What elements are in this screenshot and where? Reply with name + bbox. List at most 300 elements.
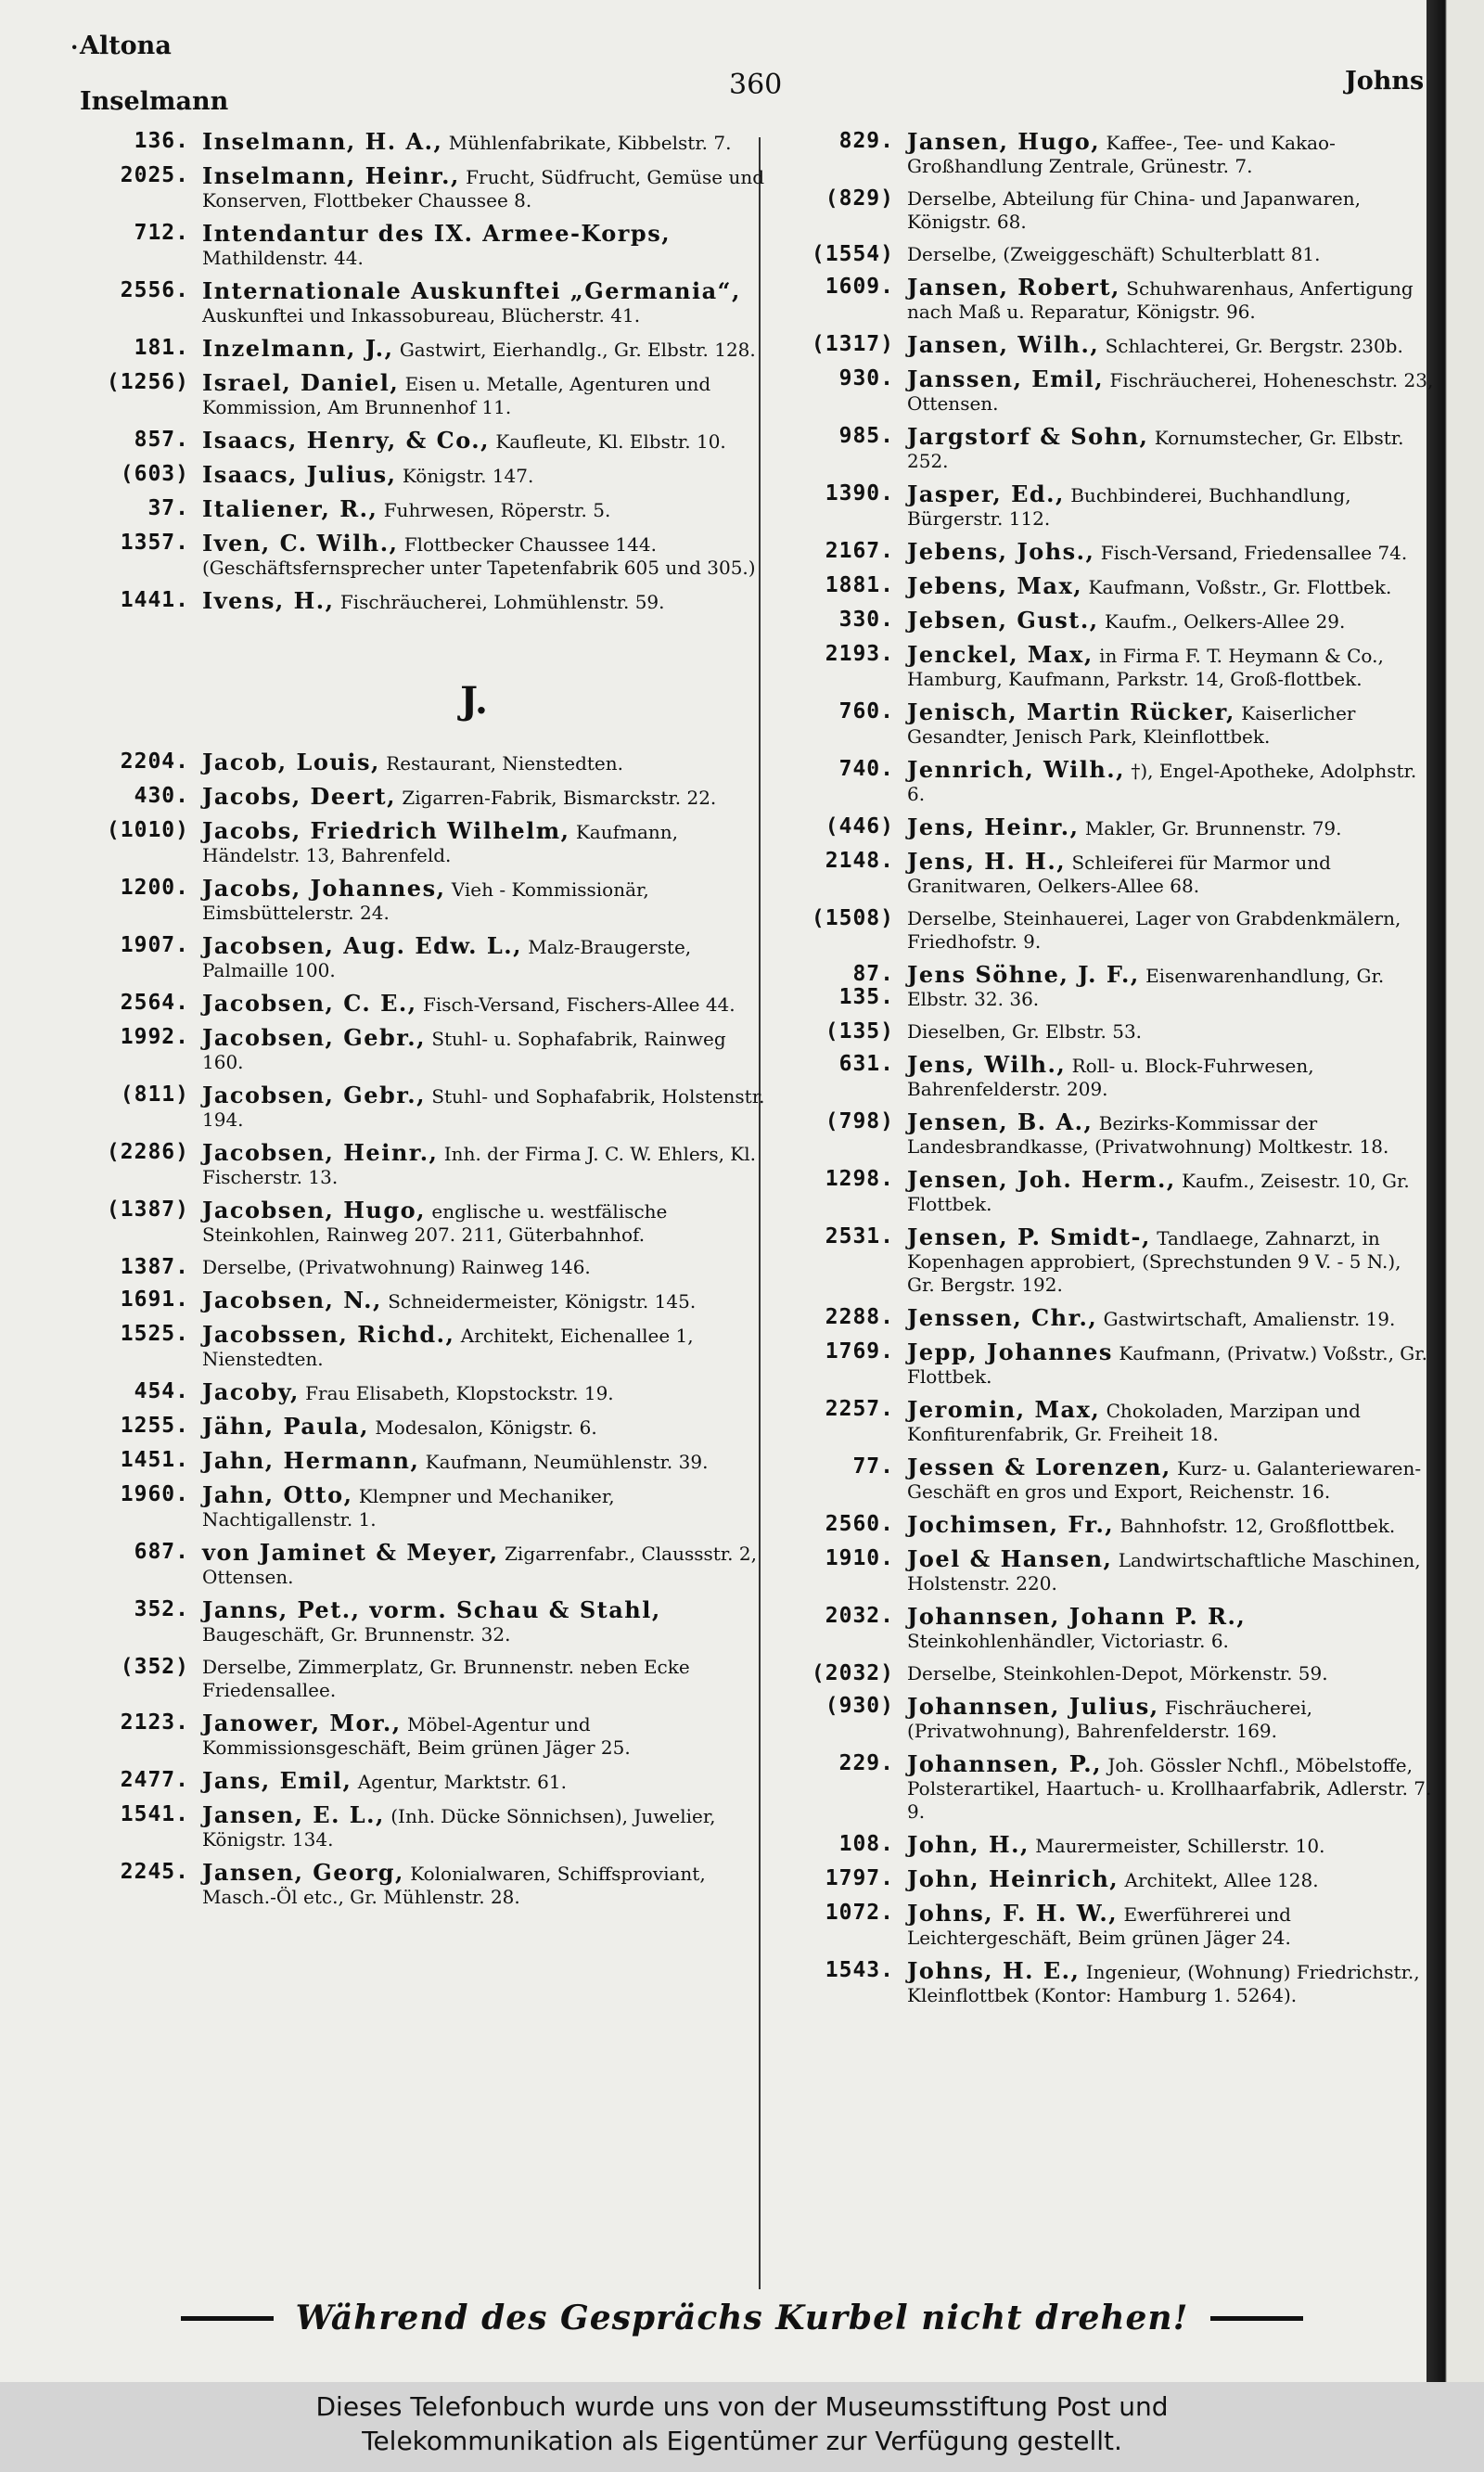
phone-number: (603) [120, 462, 189, 486]
entry-body [907, 1455, 1434, 1504]
phone-number: 37. [147, 496, 189, 520]
subscriber-details: Vieh - Kommissionär, Eimsbüttelerstr. 24. [202, 878, 649, 924]
subscriber-details: Fischräucherei, Lohmühlenstr. 59. [339, 591, 665, 613]
directory-entry [80, 785, 766, 810]
directory-entry [785, 130, 1434, 178]
subscriber-details: Fischräucherei, (Privatwohnung), Bahrenfelderstr. 169. [907, 1697, 1312, 1742]
subscriber-details: Kaufmann, (Privatw.) Voßstr., Gr. Flottbek. [907, 1342, 1428, 1388]
directory-entry [785, 367, 1434, 416]
subscriber-details: Mathildenstr. 44. [202, 247, 364, 269]
subscriber-name: Jansen, Wilh., [907, 331, 1100, 358]
phone-number: 2245. [120, 1860, 189, 1884]
phone-number: 108. [838, 1832, 894, 1856]
entry-body [202, 877, 766, 925]
entry-body [907, 275, 1434, 324]
directory-entry [80, 1083, 766, 1132]
subscriber-name: Janower, Mor., [202, 1710, 402, 1736]
directory-entry [80, 1483, 766, 1531]
phone-number: (829) [825, 186, 894, 211]
subscriber-details: Kaufmann, Voßstr., Gr. Flottbek. [1088, 576, 1392, 598]
directory-entry [80, 337, 766, 362]
subscriber-details: Kaufm., Oelkers-Allee 29. [1104, 610, 1346, 633]
subscriber-details: †), Engel-Apotheke, Adolphstr. 6. [907, 760, 1417, 805]
footer-rule-left [181, 2316, 274, 2321]
entry-body [907, 1605, 1434, 1653]
subscriber-details: Kaufleute, Kl. Elbstr. 10. [495, 430, 726, 453]
directory-entry [785, 850, 1434, 898]
right-column [785, 130, 1434, 2017]
phone-number: 2204. [120, 749, 189, 774]
entry-body [907, 907, 1434, 954]
phone-number: 2167. [825, 539, 894, 563]
subscriber-details: Frau Elisabeth, Klopstockstr. 19. [305, 1382, 614, 1404]
header-place: Altona [80, 32, 172, 60]
entry-body [202, 371, 766, 419]
phone-number: 1797. [825, 1866, 894, 1890]
directory-entry [785, 643, 1434, 691]
subscriber-details: Baugeschäft, Gr. Brunnenstr. 32. [202, 1623, 511, 1646]
directory-entry [80, 992, 766, 1017]
subscriber-name: Jeromin, Max, [907, 1396, 1101, 1423]
directory-entry [785, 333, 1434, 358]
subscriber-details: Joh. Gössler Nchfl., Möbelstoffe, Polsterartikel, Haartuch- u. Krollhaarfabrik, Adlerstr. 7. 9. [907, 1754, 1432, 1823]
phone-number: 1691. [120, 1287, 189, 1312]
entry-body [202, 1323, 766, 1371]
subscriber-details: Klempner und Mechaniker, Nachtigallenstr. 1. [202, 1485, 615, 1531]
entry-body [907, 333, 1434, 358]
entry-body [202, 532, 766, 580]
subscriber-details: Kornumstecher, Gr. Elbstr. 252. [907, 427, 1404, 472]
entry-body [907, 1340, 1434, 1389]
subscriber-name: Israel, Daniel, [202, 369, 400, 396]
phone-number: 181. [134, 336, 189, 360]
phone-number: 1910. [825, 1546, 894, 1570]
subscriber-details: Kurz- u. Galanteriewaren-Geschäft en gros und Export, Reichenstr. 16. [907, 1457, 1422, 1503]
directory-entry [80, 1380, 766, 1405]
phone-number: 2560. [825, 1512, 894, 1536]
subscriber-name: Jochimsen, Fr., [907, 1511, 1115, 1538]
phone-number: 985. [838, 424, 894, 448]
header-left [70, 32, 229, 143]
entry-body [202, 1026, 766, 1074]
phone-number: (811) [120, 1082, 189, 1107]
subscriber-name: Jebens, Max, [907, 572, 1083, 599]
directory-entry [80, 877, 766, 925]
subscriber-details: Eisen u. Metalle, Agenturen und Kommission, Am Brunnenhof 11. [202, 373, 711, 418]
subscriber-name: Johannsen, P., [907, 1750, 1102, 1777]
directory-entry [80, 1711, 766, 1760]
phone-number: (352) [120, 1655, 189, 1679]
subscriber-name: Jansen, Hugo, [907, 128, 1101, 155]
subscriber-name: John, H., [907, 1831, 1030, 1858]
entry-body [202, 279, 766, 327]
entry-body [202, 1769, 766, 1794]
subscriber-name: Joel & Hansen, [907, 1545, 1113, 1572]
subscriber-name: Jacobsen, N., [202, 1287, 382, 1313]
entry-body [202, 1711, 766, 1760]
entry-body [202, 819, 766, 867]
phone-number: 454. [134, 1379, 189, 1403]
directory-entry [785, 1605, 1434, 1653]
phone-number: (798) [825, 1109, 894, 1134]
directory-entry [785, 1833, 1434, 1858]
directory-entry [80, 1323, 766, 1371]
footer-rule-right [1210, 2316, 1303, 2321]
directory-entry [785, 700, 1434, 749]
entry-body [202, 1415, 766, 1440]
subscriber-name: Jasper, Ed., [907, 480, 1065, 507]
subscriber-name: von Jaminet & Meyer, [202, 1539, 499, 1566]
subscriber-details: Schuhwarenhaus, Anfertigung nach Maß u. Reparatur, Königstr. 96. [907, 277, 1414, 323]
directory-entry [785, 1959, 1434, 2007]
bullet-icon: · [70, 33, 79, 60]
phone-number: 930. [838, 366, 894, 391]
subscriber-name: Jepp, Johannes [907, 1338, 1113, 1365]
subscriber-name: Janns, Pet., vorm. Schau & Stahl, [202, 1596, 661, 1623]
subscriber-details: Dieselben, Gr. Elbstr. 53. [907, 1020, 1143, 1043]
entry-body [907, 1752, 1434, 1824]
entry-body [907, 1902, 1434, 1950]
phone-number: (930) [825, 1694, 894, 1718]
entry-body [202, 589, 766, 614]
subscriber-name: Inselmann, Heinr., [202, 162, 460, 189]
directory-entry [80, 1541, 766, 1589]
directory-entry [80, 222, 766, 270]
subscriber-details: Kaufmann, Händelstr. 13, Bahrenfeld. [202, 821, 679, 866]
subscriber-details: (Inh. Dücke Sönnichsen), Juwelier, Königstr. 134. [202, 1805, 716, 1851]
directory-entry [785, 608, 1434, 634]
subscriber-name: Jessen & Lorenzen, [907, 1454, 1171, 1480]
phone-number: 1992. [120, 1025, 189, 1049]
directory-entry [785, 1662, 1434, 1685]
directory-entry [785, 963, 1434, 1011]
phone-number: 1387. [120, 1255, 189, 1279]
entry-body [202, 1198, 766, 1247]
subscriber-name: Janssen, Emil, [907, 365, 1105, 392]
entry-body [907, 367, 1434, 416]
subscriber-details: Architekt, Eichenallee 1, Nienstedten. [202, 1325, 694, 1370]
directory-entry [80, 463, 766, 488]
subscriber-name: Intendantur des IX. Armee-Korps, [202, 220, 672, 247]
subscriber-details: Flottbecker Chaussee 144. (Geschäftsfernsprecher unter Tapetenfabrik 605 und 305.) [202, 533, 756, 579]
subscriber-name: Jens, Wilh., [907, 1051, 1067, 1078]
footer-notice [0, 2299, 1484, 2338]
entry-body [202, 1141, 766, 1189]
entry-body [202, 1598, 766, 1646]
subscriber-details: Kaufm., Zeisestr. 10, Gr. Flottbek. [907, 1170, 1410, 1215]
subscriber-name: Jacobsen, Gebr., [202, 1082, 426, 1108]
subscriber-details: englische u. westfälische Steinkohlen, Rainweg 207. 211, Güterbahnhof. [202, 1200, 668, 1246]
subscriber-name: Jähn, Paula, [202, 1413, 369, 1440]
entry-body [907, 425, 1434, 473]
phone-number: 1609. [825, 275, 894, 299]
phone-number: 1390. [825, 481, 894, 506]
phone-number: (2286) [106, 1140, 189, 1164]
directory-entry [80, 164, 766, 212]
subscriber-details: Zigarren-Fabrik, Bismarckstr. 22. [402, 787, 717, 809]
phone-number: 1298. [825, 1167, 894, 1191]
entry-body [202, 1083, 766, 1132]
phone-number: (1387) [106, 1198, 189, 1222]
subscriber-name: Jansen, Robert, [907, 274, 1120, 301]
subscriber-details: Frucht, Südfrucht, Gemüse und Konserven, Flottbeker Chaussee 8. [202, 166, 765, 211]
entry-body [202, 992, 766, 1017]
subscriber-name: Jensen, P. Smidt-, [907, 1223, 1151, 1250]
directory-entry [80, 1861, 766, 1909]
subscriber-name: Jenckel, Max, [907, 641, 1094, 668]
phone-number: 760. [838, 699, 894, 724]
directory-entry [80, 1598, 766, 1646]
subscriber-name: Jacob, Louis, [202, 749, 380, 775]
entry-body [202, 1541, 766, 1589]
subscriber-details: Königstr. 147. [402, 465, 534, 487]
directory-entry [785, 1455, 1434, 1504]
subscriber-details: Gastwirt, Eierhandlg., Gr. Elbstr. 128. [399, 339, 756, 361]
credit-banner [0, 2382, 1484, 2472]
subscriber-details: Derselbe, Steinkohlen-Depot, Mörkenstr. 59. [907, 1662, 1328, 1684]
subscriber-details: Zigarrenfabr., Claussstr. 2, Ottensen. [202, 1543, 757, 1588]
entry-body [907, 1833, 1434, 1858]
entry-body [907, 187, 1434, 234]
phone-number: (1554) [811, 242, 894, 266]
entry-body [907, 850, 1434, 898]
phone-number: 87. 135. [838, 962, 894, 1009]
entry-body [907, 1959, 1434, 2007]
subscriber-name: Johns, F. H. W., [907, 1900, 1119, 1927]
subscriber-details: Restaurant, Nienstedten. [386, 752, 623, 775]
directory-entry [80, 130, 766, 155]
subscriber-name: Jargstorf & Sohn, [907, 423, 1149, 450]
entry-body [202, 497, 766, 522]
directory-entry [80, 1803, 766, 1851]
subscriber-name: Iven, C. Wilh., [202, 530, 399, 557]
entry-body [202, 130, 766, 155]
entry-body [907, 540, 1434, 565]
subscriber-name: Jansen, E. L., [202, 1801, 385, 1828]
entry-body [907, 1695, 1434, 1743]
subscriber-name: Johns, H. E., [907, 1957, 1081, 1984]
directory-entry [80, 1256, 766, 1279]
entry-body [907, 574, 1434, 599]
subscriber-name: Jennrich, Wilh., [907, 756, 1125, 783]
entry-body [907, 482, 1434, 531]
subscriber-details: Malz-Braugerste, Palmaille 100. [202, 936, 692, 981]
phone-number: 687. [134, 1540, 189, 1564]
subscriber-details: Bezirks-Kommissar der Landesbrandkasse, (Privatwohnung) Moltkestr. 18. [907, 1112, 1389, 1158]
phone-number: (1508) [811, 906, 894, 930]
subscriber-details: Bahnhofstr. 12, Großflottbek. [1119, 1515, 1396, 1537]
entry-body [907, 1867, 1434, 1892]
phone-number: 2257. [825, 1397, 894, 1421]
phone-number: 1907. [120, 933, 189, 957]
phone-number: 2288. [825, 1305, 894, 1329]
entry-body [202, 1380, 766, 1405]
entry-body [907, 1513, 1434, 1538]
subscriber-name: Jebens, Johs., [907, 538, 1095, 565]
directory-entry [785, 1225, 1434, 1297]
phone-number: (1256) [106, 370, 189, 394]
directory-entry [785, 1398, 1434, 1446]
subscriber-details: Agentur, Marktstr. 61. [357, 1771, 567, 1793]
subscriber-name: Ivens, H., [202, 587, 335, 614]
subscriber-name: Jacobs, Johannes, [202, 875, 446, 902]
subscriber-details: Kolonialwaren, Schiffsproviant, Masch.-Öl etc., Gr. Mühlenstr. 28. [202, 1863, 706, 1908]
subscriber-details: Fischräucherei, Hoheneschstr. 23, Ottensen. [907, 369, 1434, 415]
subscriber-details: Derselbe, (Zweiggeschäft) Schulterblatt 81. [907, 243, 1321, 265]
directory-entry [80, 1141, 766, 1189]
subscriber-name: Jahn, Hermann, [202, 1447, 420, 1474]
page-number: 360 [729, 69, 783, 101]
subscriber-name: Jensen, Joh. Herm., [907, 1166, 1176, 1193]
subscriber-details: Ewerführerei und Leichtergeschäft, Beim grünen Jäger 24. [907, 1903, 1291, 1949]
subscriber-details: Maurermeister, Schillerstr. 10. [1035, 1835, 1325, 1857]
directory-entry [785, 1020, 1434, 1044]
phone-number: 1960. [120, 1482, 189, 1506]
directory-entry [785, 907, 1434, 954]
phone-number: 1072. [825, 1901, 894, 1925]
directory-entry [785, 1752, 1434, 1824]
subscriber-name: Jenssen, Chr., [907, 1304, 1098, 1331]
entry-body [202, 1256, 766, 1279]
phone-number: 2025. [120, 163, 189, 187]
phone-number: 2148. [825, 849, 894, 873]
phone-number: 1541. [120, 1802, 189, 1826]
entry-body [907, 1225, 1434, 1297]
subscriber-name: Inzelmann, J., [202, 335, 394, 362]
directory-entry [785, 1053, 1434, 1101]
phone-number: 1769. [825, 1339, 894, 1364]
entry-body [202, 164, 766, 212]
phone-number: 2193. [825, 642, 894, 666]
page-binding-edge [1426, 0, 1484, 2382]
entry-body [202, 1288, 766, 1313]
directory-entry [80, 1769, 766, 1794]
credit-line-2: Telekommunikation als Eigentümer zur Verfügung gestellt. [362, 2426, 1122, 2456]
entry-body [907, 758, 1434, 806]
subscriber-name: Jebsen, Gust., [907, 607, 1099, 634]
subscriber-details: Derselbe, Abteilung für China- und Japanwaren, Königstr. 68. [907, 187, 1361, 233]
phone-number: (1317) [811, 332, 894, 356]
entry-body [907, 815, 1434, 840]
subscriber-details: Makler, Gr. Brunnenstr. 79. [1084, 817, 1342, 839]
subscriber-name: Jenisch, Martin Rücker, [907, 698, 1235, 725]
subscriber-details: Stuhl- u. Sophafabrik, Rainweg 160. [202, 1028, 726, 1073]
directory-entry [785, 243, 1434, 266]
entry-body [907, 608, 1434, 634]
phone-number: 712. [134, 221, 189, 245]
entry-body [202, 429, 766, 454]
subscriber-details: Gastwirtschaft, Amalienstr. 19. [1103, 1308, 1396, 1330]
subscriber-name: Jens Söhne, J. F., [907, 961, 1140, 988]
directory-entry [80, 1288, 766, 1313]
phone-number: 330. [838, 608, 894, 632]
subscriber-details: Inh. der Firma J. C. W. Ehlers, Kl. Fischerstr. 13. [202, 1143, 757, 1188]
phone-number: 2477. [120, 1768, 189, 1792]
entry-body [202, 1483, 766, 1531]
entry-body [907, 243, 1434, 266]
subscriber-details: Kaufmann, Neumühlenstr. 39. [425, 1451, 709, 1473]
phone-number: 77. [852, 1454, 894, 1479]
left-column [80, 130, 766, 1918]
directory-entry [785, 1513, 1434, 1538]
entry-body [202, 785, 766, 810]
subscriber-name: Jacobssen, Richd., [202, 1321, 455, 1348]
subscriber-name: Jacobsen, Gebr., [202, 1024, 426, 1051]
subscriber-name: Jacobsen, Hugo, [202, 1197, 427, 1223]
entry-body [202, 1656, 766, 1702]
phone-number: (2032) [811, 1661, 894, 1685]
directory-entry [785, 275, 1434, 324]
phone-number: 2123. [120, 1710, 189, 1735]
entry-body [907, 643, 1434, 691]
subscriber-details: Steinkohlenhändler, Victoriastr. 6. [907, 1630, 1229, 1652]
subscriber-name: Isaacs, Julius, [202, 461, 397, 488]
phone-number: 1357. [120, 531, 189, 555]
subscriber-details: Schneidermeister, Königstr. 145. [388, 1290, 697, 1313]
entry-list-j [80, 750, 766, 1909]
directory-entry [80, 371, 766, 419]
subscriber-name: Jens, H. H., [907, 848, 1067, 875]
subscriber-details: Architekt, Allee 128. [1124, 1869, 1319, 1891]
phone-number: 1255. [120, 1414, 189, 1438]
subscriber-name: Jens, Heinr., [907, 813, 1080, 840]
entry-body [202, 1803, 766, 1851]
entry-body [907, 1547, 1434, 1595]
phone-number: 1451. [120, 1448, 189, 1472]
subscriber-name: Jensen, B. A., [907, 1108, 1094, 1135]
directory-entry [80, 819, 766, 867]
subscriber-details: Mühlenfabrikate, Kibbelstr. 7. [448, 132, 732, 154]
directory-entry [80, 1449, 766, 1474]
directory-entry [80, 1415, 766, 1440]
directory-entry [785, 540, 1434, 565]
subscriber-name: John, Heinrich, [907, 1865, 1119, 1892]
subscriber-name: Jacobs, Friedrich Wilhelm, [202, 817, 570, 844]
phone-number: 2531. [825, 1224, 894, 1249]
entry-body [202, 1449, 766, 1474]
directory-entry [785, 574, 1434, 599]
subscriber-details: Eisenwarenhandlung, Gr. Elbstr. 32. 36. [907, 965, 1385, 1010]
header-right-keyword: Johns [1345, 67, 1425, 96]
section-letter: J. [460, 679, 488, 723]
directory-entry [785, 425, 1434, 473]
subscriber-details: Kaffee-, Tee- und Kakao-Großhandlung Zentrale, Grünestr. 7. [907, 132, 1336, 177]
phone-number: 2032. [825, 1604, 894, 1628]
entry-body [907, 1110, 1434, 1159]
subscriber-details: Roll- u. Block-Fuhrwesen, Bahrenfelderstr. 209. [907, 1055, 1314, 1100]
subscriber-details: Stuhl- und Sophafabrik, Holstenstr. 194. [202, 1085, 765, 1131]
subscriber-details: Buchbinderei, Buchhandlung, Bürgerstr. 112. [907, 484, 1351, 530]
directory-entry [80, 497, 766, 522]
entry-body [907, 1662, 1434, 1685]
subscriber-details: Derselbe, Steinhauerei, Lager von Grabdenkmälern, Friedhofstr. 9. [907, 907, 1401, 953]
header-left-keyword: Inselmann [80, 87, 229, 116]
entry-body [907, 1306, 1434, 1331]
entry-body [907, 1398, 1434, 1446]
directory-entry [785, 1547, 1434, 1595]
phone-number: 352. [134, 1597, 189, 1621]
directory-entry [785, 1867, 1434, 1892]
directory-entry [80, 532, 766, 580]
subscriber-name: Internationale Auskunftei „Germania“, [202, 277, 741, 304]
entry-body [202, 1861, 766, 1909]
subscriber-name: Jans, Emil, [202, 1767, 352, 1794]
entry-body [907, 1020, 1434, 1044]
entry-body [202, 222, 766, 270]
entry-body [907, 1053, 1434, 1101]
directory-entry [785, 1695, 1434, 1743]
directory-entry [80, 429, 766, 454]
